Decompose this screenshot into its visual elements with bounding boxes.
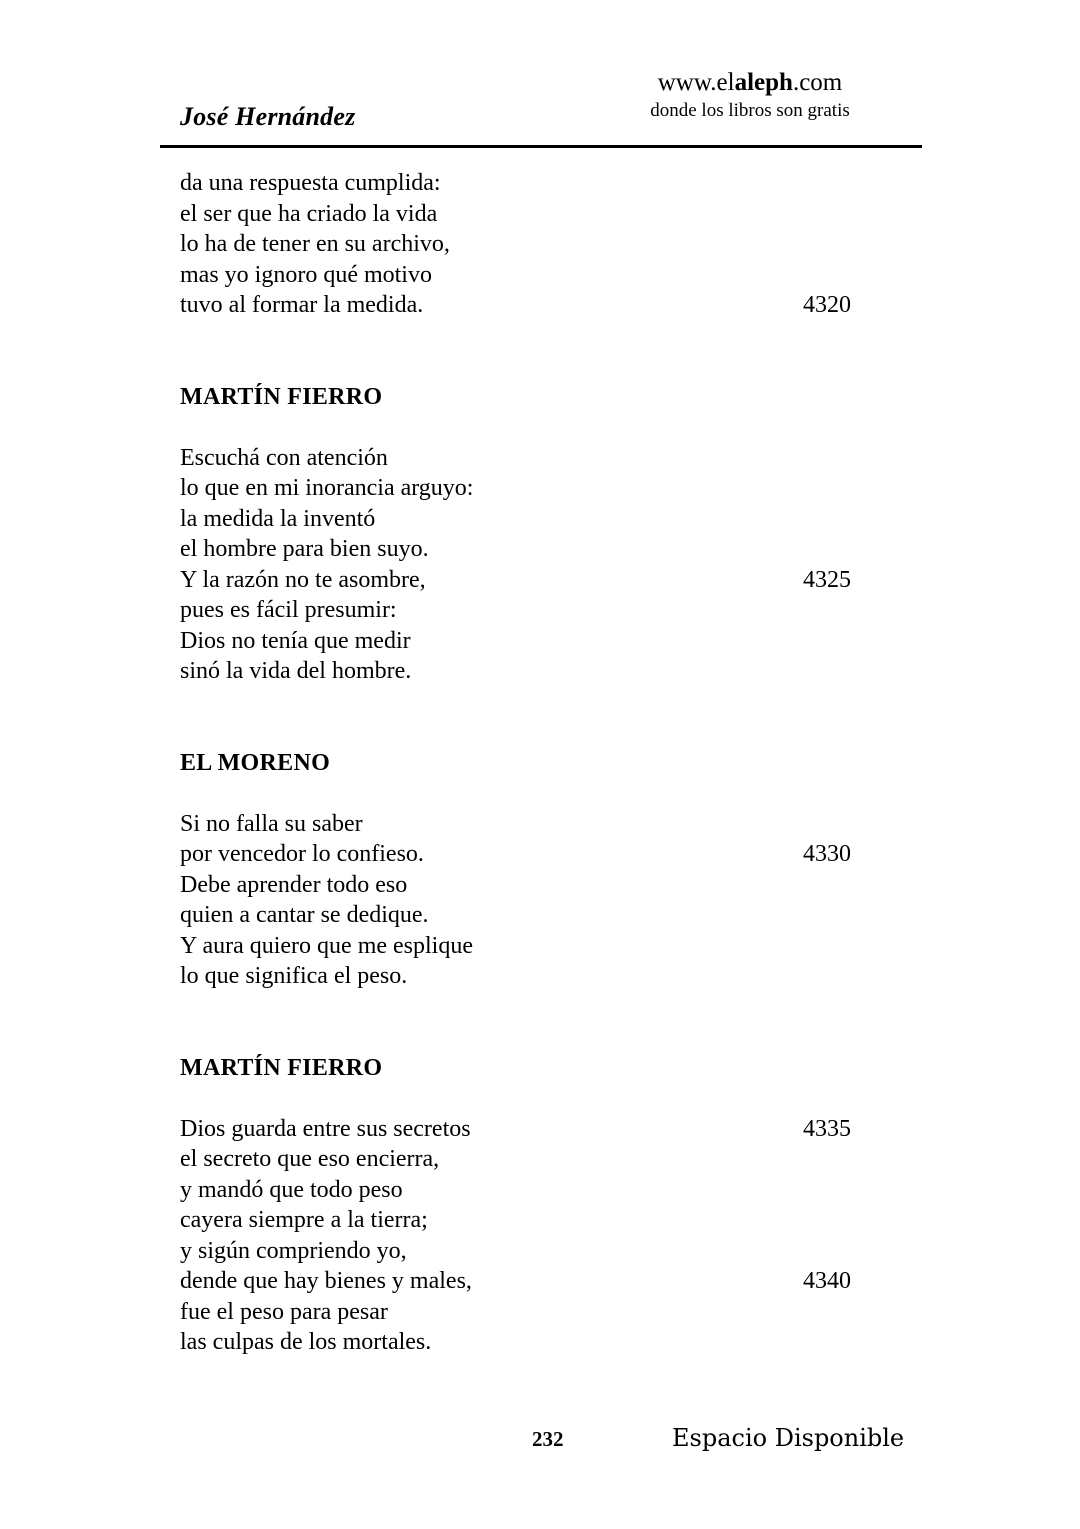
stanza [180,748,922,992]
verse-line [180,229,922,260]
verse-text: la medida la inventó [180,505,376,532]
speaker-gap [180,1083,922,1114]
verse-line [180,565,922,596]
speaker-gap [180,778,922,809]
verse-line-number: 4340 [803,1268,851,1294]
verse-line [180,504,922,535]
verse-line [180,1327,922,1358]
verse-text: lo que en mi inorancia arguyo: [180,475,474,501]
speaker-heading: MARTÍN FIERRO [180,383,383,410]
footer-note: Espacio Disponible [672,1424,905,1452]
publisher-url [600,68,900,98]
verse-line [180,870,922,901]
verse-text: Dios guarda entre sus secretos [180,1115,471,1142]
verse-text: las culpas de los mortales. [180,1329,432,1355]
verse-text: cayera siempre a la tierra; [180,1207,428,1233]
verse-text: y sigún compriendo yo, [180,1237,407,1264]
page-footer [160,1424,922,1464]
verse-text: mas yo ignoro qué motivo [180,261,432,288]
verse-line [180,1114,922,1145]
verse-text: sinó la vida del hombre. [180,658,412,684]
verse-line [180,1144,922,1175]
verse-line [180,443,922,474]
verse-line [180,1236,922,1267]
verse-line [180,1205,922,1236]
publisher-url-brand: aleph [734,69,793,96]
verse-text: Debe aprender todo eso [180,871,408,898]
verse-line-number: 4330 [803,841,851,867]
verse-line [180,626,922,657]
verse-line-number: 4335 [803,1115,851,1142]
verse-line-number: 4320 [803,292,851,318]
author-name: José Hernández [180,102,356,131]
verse-text: Si no falla su saber [180,810,363,837]
verse-text: fue el peso para pesar [180,1298,388,1325]
verse-text: Y aura quiero que me esplique [180,932,474,959]
stanza-gap [180,687,922,748]
verse-text: pues es fácil presumir: [180,597,397,623]
verse-line [180,1175,922,1206]
verse-line [180,168,922,199]
stanza [180,168,922,321]
verse-text: Y la razón no te asombre, [180,566,426,593]
page-number: 232 [532,1427,564,1451]
speaker-heading: MARTÍN FIERRO [180,1054,383,1081]
verse-text: da una respuesta cumplida: [180,170,441,196]
verse-text: Escuchá con atención [180,444,388,471]
publisher-tagline: donde los libros son gratis [650,100,850,121]
poem-body [180,168,922,1358]
verse-text: Dios no tenía que medir [180,627,411,654]
verse-text: el hombre para bien suyo. [180,536,429,562]
verse-line [180,473,922,504]
publisher-url-suffix: .com [792,69,843,96]
verse-line [180,839,922,870]
page-header [160,68,922,138]
verse-text: dende que hay bienes y males, [180,1268,472,1294]
verse-text: lo que significa el peso. [180,963,408,989]
verse-text: y mandó que todo peso [180,1176,403,1203]
publisher-block [600,68,900,124]
publisher-url-prefix: www.el [657,69,735,96]
verse-line [180,595,922,626]
verse-line [180,1297,922,1328]
verse-text: lo ha de tener en su archivo, [180,231,450,257]
verse-line [180,260,922,291]
stanza-gap [180,992,922,1053]
verse-line [180,534,922,565]
verse-line-number: 4325 [803,566,851,593]
verse-line [180,931,922,962]
verse-line [180,1266,922,1297]
verse-line [180,656,922,687]
verse-line [180,809,922,840]
verse-line [180,199,922,230]
speaker-gap [180,412,922,443]
verse-text: el secreto que eso encierra, [180,1146,440,1172]
stanza [180,1053,922,1358]
verse-text: por vencedor lo confieso. [180,841,424,867]
stanza-gap [180,321,922,382]
verse-line [180,900,922,931]
header-divider [160,145,922,148]
stanza [180,382,922,687]
verse-line [180,961,922,992]
verse-text: tuvo al formar la medida. [180,292,424,318]
verse-text: el ser que ha criado la vida [180,200,438,227]
verse-line [180,290,922,321]
verse-text: quien a cantar se dedique. [180,902,429,928]
speaker-heading: EL MORENO [180,749,331,776]
